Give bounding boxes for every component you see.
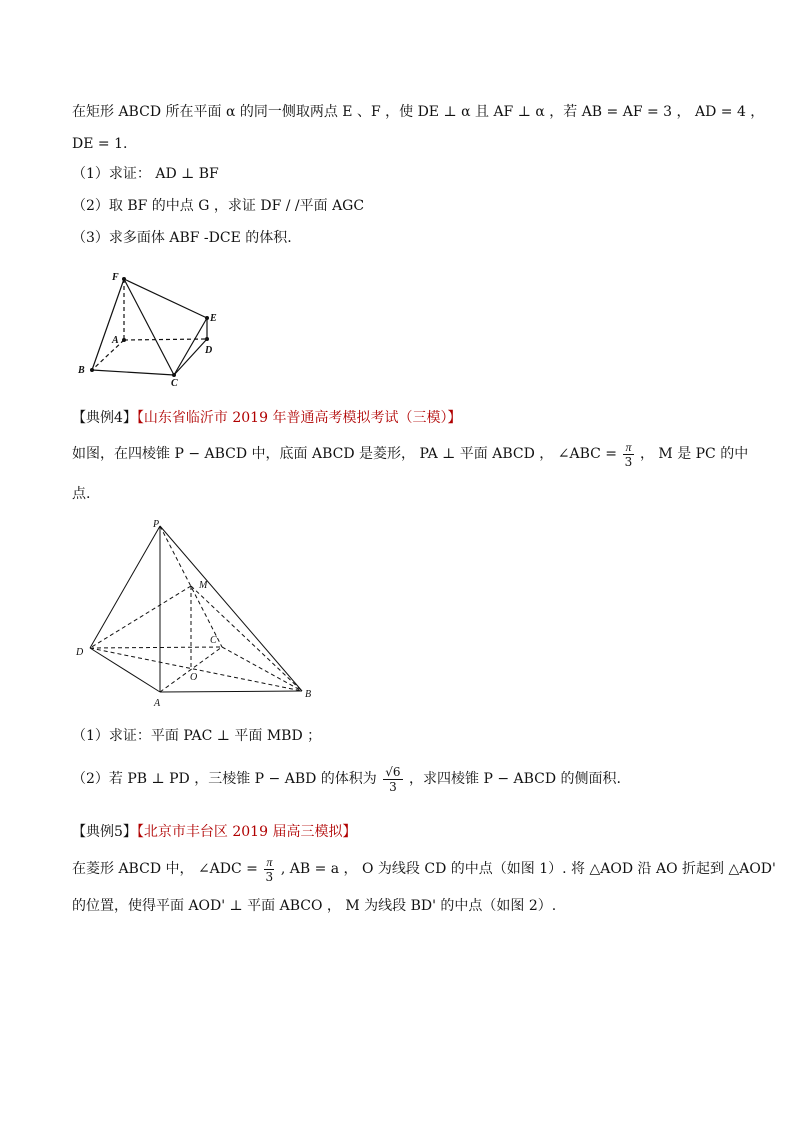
problem1-line2: DE = 1. xyxy=(72,136,128,152)
label-C: C xyxy=(210,635,217,646)
segment-MD-hidden xyxy=(90,586,191,648)
polyhedron-figure xyxy=(72,262,232,390)
problem1-question-1: （1）求证： AD ⊥ BF xyxy=(72,166,219,182)
q2-text-before: （2）若 PB ⊥ PD ，三棱锥 P − ABD 的体积为 xyxy=(72,771,377,787)
angle-fraction xyxy=(623,440,633,469)
example4-text-after: ， M 是 PC 的中 xyxy=(639,446,749,462)
fraction-numerator: π xyxy=(625,439,632,454)
edge-PD xyxy=(90,526,160,648)
example5-text-after: , AB = a ， O 为线段 CD 的中点（如图 1）. 将 △AOD 沿 AO 折起到 △AOD' xyxy=(280,861,776,877)
example4-line2: 点. xyxy=(72,486,91,502)
edge-FE xyxy=(124,279,207,318)
diag-AC-hidden xyxy=(160,647,222,692)
example4-text-before: 如图，在四棱锥 P − ABCD 中，底面 ABCD 是菱形， PA ⊥ 平面 ABCD ， ∠ABC = xyxy=(72,446,618,462)
example5-header xyxy=(72,822,356,842)
example4-tag: 【典例4】 xyxy=(72,410,137,426)
example5-line2: 的位置，使得平面 AOD' ⊥ 平面 ABCO ， M 为线段 BD' 的中点（如图 2）. xyxy=(72,898,557,914)
edge-AB xyxy=(160,691,302,692)
label-P: P xyxy=(153,519,160,530)
example5-tag: 【典例5】 xyxy=(72,824,137,840)
segment-MB-hidden xyxy=(191,586,302,691)
edge-FC xyxy=(124,279,174,375)
edge-CD xyxy=(174,339,207,375)
edge-DC-hidden xyxy=(90,647,222,648)
example5-text-before: 在菱形 ABCD 中， ∠ADC = xyxy=(72,861,258,877)
volume-fraction xyxy=(383,765,402,794)
problem1-line1: 在矩形 ABCD 所在平面 α 的同一侧取两点 E 、F ，使 DE ⊥ α 且 AF ⊥ α ，若 AB = AF = 3 ， AD = 4 ， xyxy=(72,104,765,120)
example4-header xyxy=(72,408,461,428)
label-A: A xyxy=(154,698,161,709)
edge-BC xyxy=(92,370,174,375)
angle-fraction xyxy=(264,855,274,884)
fraction-denominator: 3 xyxy=(389,779,397,794)
pyramid-figure xyxy=(72,518,322,713)
label-A: A xyxy=(112,335,119,346)
edge-FB xyxy=(92,279,124,370)
q2-text-after: ，求四棱锥 P − ABCD 的侧面积. xyxy=(409,771,621,787)
label-D: D xyxy=(205,345,213,356)
fraction-numerator: √6 xyxy=(385,764,401,779)
edge-CE xyxy=(174,318,207,375)
fraction-denominator: 3 xyxy=(265,869,274,884)
example5-statement xyxy=(72,852,776,886)
label-F: F xyxy=(112,272,119,283)
label-E: E xyxy=(210,313,217,324)
label-M: M xyxy=(199,580,208,591)
label-C: C xyxy=(171,378,178,389)
example4-statement xyxy=(72,438,748,470)
problem1-question-2: （2）取 BF 的中点 G ，求证 DF / /平面 AGC xyxy=(72,198,365,214)
label-D: D xyxy=(76,647,84,658)
example5-source: 【北京市丰台区 2019 届高三模拟】 xyxy=(136,824,357,840)
example4-question-1: （1）求证：平面 PAC ⊥ 平面 MBD ； xyxy=(72,728,322,744)
fraction-denominator: 3 xyxy=(624,454,633,469)
fraction-numerator: π xyxy=(266,854,273,869)
label-O: O xyxy=(190,672,198,683)
label-B: B xyxy=(305,689,312,700)
example4-source: 【山东省临沂市 2019 年普通高考模拟考试（三模）】 xyxy=(136,410,462,426)
label-B: B xyxy=(78,365,85,376)
problem1-question-3: （3）求多面体 ABF -DCE 的体积. xyxy=(72,230,292,246)
example4-question-2 xyxy=(72,762,621,796)
